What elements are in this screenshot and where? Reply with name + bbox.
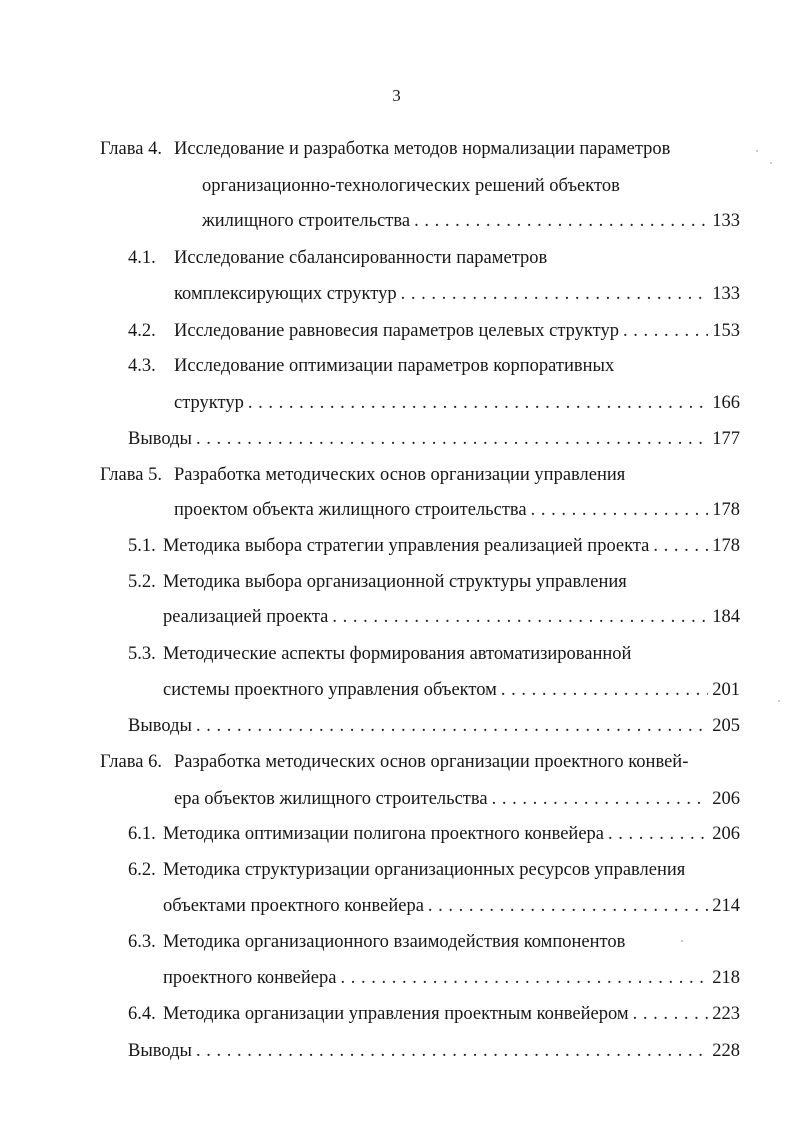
dot-leader bbox=[401, 281, 709, 307]
toc-entry-6-3-last[interactable] bbox=[163, 965, 740, 991]
toc-entry-4-2-page: 153 bbox=[712, 321, 740, 341]
toc-entry-conclusions-ch5-title: Выводы bbox=[128, 716, 192, 736]
page-number: 3 bbox=[392, 86, 401, 105]
toc-entry-5-3-line-1: Методические аспекты формирования автоматизированной bbox=[163, 644, 632, 664]
dot-leader bbox=[414, 208, 708, 234]
toc-entry-4-2-line-1: Исследование равновесия параметров целевых структур bbox=[174, 321, 619, 341]
toc-entry-4-1-page: 133 bbox=[712, 284, 740, 304]
toc-entry-conclusions-ch6-page: 228 bbox=[712, 1041, 740, 1061]
toc-entry-chapter-6-label: Глава 6. bbox=[100, 752, 162, 772]
toc-entry-chapter-4-page: 133 bbox=[712, 211, 740, 231]
toc-entry-4-2-last[interactable] bbox=[174, 318, 740, 344]
scan-speck bbox=[681, 940, 683, 942]
toc-entry-5-1-line-1: Методика выбора стратегии управления реализацией проекта bbox=[163, 536, 650, 556]
toc-entry-4-1-line-2: комплексирующих структур bbox=[174, 284, 397, 304]
toc-entry-chapter-4-last[interactable] bbox=[202, 208, 740, 234]
toc-entry-4-3-line-1: Исследование оптимизации параметров корпоративных bbox=[174, 356, 615, 376]
toc-entry-6-2-line-2: объектами проектного конвейера bbox=[163, 896, 424, 916]
toc-entry-6-2-line-1: Методика структуризации организационных ресурсов управления bbox=[163, 860, 686, 880]
toc-entry-chapter-5-line-2: проектом объекта жилищного строительства bbox=[174, 500, 527, 520]
toc-entry-chapter-6-line-1: Разработка методических основ организации проектного конвей- bbox=[174, 752, 689, 772]
dot-leader bbox=[340, 965, 708, 991]
toc-entry-6-3-line-2: проектного конвейера bbox=[163, 968, 337, 988]
toc-entry-chapter-6-page: 206 bbox=[712, 789, 740, 809]
dot-leader bbox=[332, 604, 708, 630]
toc-entry-4-3-label: 4.3. bbox=[128, 356, 156, 376]
dot-leader bbox=[501, 677, 708, 703]
toc-entry-6-4-line-1: Методика организации управления проектным конвейером bbox=[163, 1004, 629, 1024]
toc-entry-5-3-last[interactable] bbox=[163, 677, 740, 703]
toc-entry-5-1-last[interactable] bbox=[163, 533, 740, 559]
toc-entry-conclusions-ch4[interactable] bbox=[128, 426, 740, 452]
toc-entry-6-1-label: 6.1. bbox=[128, 824, 156, 844]
toc-entry-6-4-last[interactable] bbox=[163, 1001, 740, 1027]
toc-entry-6-4-label: 6.4. bbox=[128, 1004, 156, 1024]
toc-entry-chapter-5-line-1: Разработка методических основ организации управления bbox=[174, 465, 626, 485]
toc-entry-6-3-line-1: Методика организационного взаимодействия компонентов bbox=[163, 932, 626, 952]
toc-entry-4-3-last[interactable] bbox=[174, 390, 740, 416]
dot-leader bbox=[653, 533, 708, 559]
toc-entry-5-1-page: 178 bbox=[712, 536, 740, 556]
toc-entry-conclusions-ch5[interactable] bbox=[128, 713, 740, 739]
dot-leader bbox=[196, 426, 708, 452]
toc-entry-chapter-6-last[interactable] bbox=[174, 786, 740, 812]
toc-entry-chapter-4-line-3: жилищного строительства bbox=[202, 211, 411, 231]
toc-entry-conclusions-ch6[interactable] bbox=[128, 1038, 740, 1064]
toc-entry-6-2-page: 214 bbox=[712, 896, 740, 916]
scan-speck bbox=[756, 150, 758, 152]
toc-entry-chapter-4-label: Глава 4. bbox=[100, 139, 162, 159]
toc-entry-4-1-label: 4.1. bbox=[128, 248, 156, 268]
dot-leader bbox=[633, 1001, 709, 1027]
toc-entry-5-2-page: 184 bbox=[712, 607, 740, 627]
dot-leader bbox=[492, 786, 709, 812]
dot-leader bbox=[623, 318, 708, 344]
dot-leader bbox=[248, 390, 708, 416]
toc-entry-6-3-page: 218 bbox=[712, 968, 740, 988]
toc-entry-conclusions-ch5-page: 205 bbox=[712, 716, 740, 736]
toc-entry-5-2-label: 5.2. bbox=[128, 572, 156, 592]
toc-entry-5-2-last[interactable] bbox=[163, 604, 740, 630]
dot-leader bbox=[196, 1038, 708, 1064]
toc-entry-6-2-label: 6.2. bbox=[128, 860, 156, 880]
toc-entry-5-3-page: 201 bbox=[712, 680, 740, 700]
toc-entry-conclusions-ch6-title: Выводы bbox=[128, 1041, 192, 1061]
toc-entry-conclusions-ch4-title: Выводы bbox=[128, 429, 192, 449]
dot-leader bbox=[608, 821, 708, 847]
toc-entry-5-2-line-1: Методика выбора организационной структуры управления bbox=[163, 572, 627, 592]
toc-entry-5-1-label: 5.1. bbox=[128, 536, 156, 556]
dot-leader bbox=[428, 893, 708, 919]
toc-entry-4-3-page: 166 bbox=[712, 393, 740, 413]
toc-entry-4-3-line-2: структур bbox=[174, 393, 244, 413]
toc-entry-5-3-line-2: системы проектного управления объектом bbox=[163, 680, 497, 700]
dot-leader bbox=[196, 713, 708, 739]
toc-entry-6-1-last[interactable] bbox=[163, 821, 740, 847]
toc-entry-4-2-label: 4.2. bbox=[128, 321, 156, 341]
toc-entry-5-2-line-2: реализацией проекта bbox=[163, 607, 329, 627]
scan-speck bbox=[778, 700, 780, 702]
toc-entry-4-1-line-1: Исследование сбалансированности параметров bbox=[174, 248, 548, 268]
toc-entry-6-3-label: 6.3. bbox=[128, 932, 156, 952]
toc-entry-6-2-last[interactable] bbox=[163, 893, 740, 919]
toc-entry-6-1-page: 206 bbox=[712, 824, 740, 844]
toc-entry-4-1-last[interactable] bbox=[174, 281, 740, 307]
toc-entry-chapter-5-label: Глава 5. bbox=[100, 465, 162, 485]
toc-entry-chapter-4-line-1: Исследование и разработка методов нормализации параметров bbox=[174, 139, 671, 159]
dot-leader bbox=[531, 497, 709, 523]
toc-entry-conclusions-ch4-page: 177 bbox=[712, 429, 740, 449]
toc-entry-chapter-6-line-2: ера объектов жилищного строительства bbox=[174, 789, 488, 809]
scan-speck bbox=[770, 162, 772, 164]
toc-entry-6-4-page: 223 bbox=[712, 1004, 740, 1024]
toc-entry-chapter-5-last[interactable] bbox=[174, 497, 740, 523]
toc-entry-5-3-label: 5.3. bbox=[128, 644, 156, 664]
toc-entry-chapter-5-page: 178 bbox=[712, 500, 740, 520]
toc-entry-chapter-4-line-2: организационно-технологических решений объектов bbox=[202, 176, 620, 196]
toc-entry-6-1-line-1: Методика оптимизации полигона проектного конвейера bbox=[163, 824, 605, 844]
